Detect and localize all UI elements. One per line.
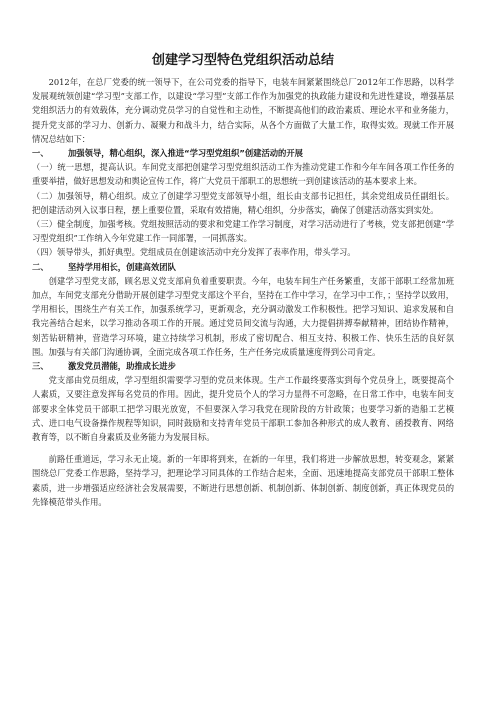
closing-paragraph: 前路任重道远，学习永无止境。新的一年即将到来，在新的一年里，我们将进一步解放思想，转变观念，紧紧围绕总厂党委工作思路，坚持学习，把理论学习同具体的工作结合起来，全面、迅速地提高支部党员干部职工整体素质，进一步增强适应经济社会发展需要，不断进行思想创新、机制创新、体制创新、制度创新，真正体现党员的先锋模范带头作用。 (32, 454, 454, 507)
paragraph: （一）统一思想，提高认识。车间党支部把创建学习型党组织活动工作为推动党建工作和今年车间各项工作任务的重要举措，做好思想发动和舆论宣传工作，将广大党员干部职工的思想统一到创建该活动的基本要求上来。 (32, 162, 454, 187)
intro-paragraph: 2012年，在总厂党委的统一领导下，在公司党委的指导下，电装车间紧紧围绕总厂2012年工作思路，以科学发展观统领创建“学习型”支部工作，以建设“学习型”支部工作作为加强党的执政能力建设和先进性建设，增强基层党组织活力的有效载体，充分调动党员学习的自觉性和主动性，不断提高他们的政治素质、理论水平和业务能力，提升党支部的学习力、创新力、凝聚力和战斗力，结合实际，从各个方面做了大量工作，取得实效。现就工作开展情况总结如下： (32, 77, 454, 144)
section-number: 三、 (32, 361, 49, 372)
section-title: 坚持学用相长，创建高效团队 (68, 261, 176, 272)
paragraph: （三）健全制度，加强考核。党组按照活动的要求和党建工作学习制度，对学习活动进行了考核，党支部把创建“学习型党组织”工作纳入今年党建工作一同部署，一同抓落实。 (32, 219, 454, 244)
section-number: 一、 (32, 148, 49, 159)
paragraph: （二）加强领导，精心组织。成立了创建学习型党支部领导小组，组长由支部书记担任，其余党组成员任副组长。把创建活动列入议事日程，摆上重要位置，采取有效措施，精心组织，分步落实，确保了创建活动落实到实处。 (32, 190, 454, 215)
section-title: 激发党员潜能，助推成长进步 (68, 361, 176, 372)
spacer (32, 444, 454, 452)
section-number: 二、 (32, 261, 49, 272)
section-heading-3 (32, 359, 454, 373)
section-heading-2 (32, 260, 454, 274)
paragraph: 创建学习型党支部，顾名思义党支部肩负着重要职责。今年，电装车间生产任务繁重，支部干部职工经常加班加点，车间党支部充分借助开展创建学习型党支部这个平台，坚持在工作中学习，在学习中工作，；坚持学以致用，学用相长，围绕生产有关工作，加强系统学习，更新观念，充分调动激发工作积极性。把学习知识、追求发展和自我完善结合起来，以学习推动各项工作的开展。通过党员间交流与沟通，大力提倡拼搏奉献精神，团结协作精神，刻苦钻研精神，营造学习环境，建立持续学习机制，形成了密切配合、相互支持、积极工作、快乐生活的良好氛围。加强与有关部门沟通协调，全面完成各项工作任务，生产任务完成质量速度得到公司肯定。 (32, 275, 454, 357)
document-title: 创建学习型特色党组织活动总结 (151, 53, 334, 68)
paragraph: 党支部由党员组成，学习型组织需要学习型的党员来体现。生产工作最终要落实到每个党员身上，既要提高个人素质，又要注意发挥每名党员的作用。因此，提升党员个人的学习力显得不可忽略，在日常工作中，电装车间支部要求全体党员干部职工把学习眼光放宽，不但要深入学习我党在现阶段的方针政策；也要学习新的造船工艺模式、进口电气设备操作规程等知识，同时鼓励和支持青年党员干部职工参加各种形式的成人教育、函授教育、网络教育等，以不断自身素质及业务能力为发展目标。 (32, 375, 454, 443)
paragraph: （四）领导带头，抓好典型。党组成员在创建该活动中充分发挥了表率作用，带头学习。 (32, 247, 356, 258)
section-heading-1 (32, 146, 454, 160)
section-title: 加强领导，精心组织，深入推进“学习型党组织”创建活动的开展 (68, 148, 303, 159)
